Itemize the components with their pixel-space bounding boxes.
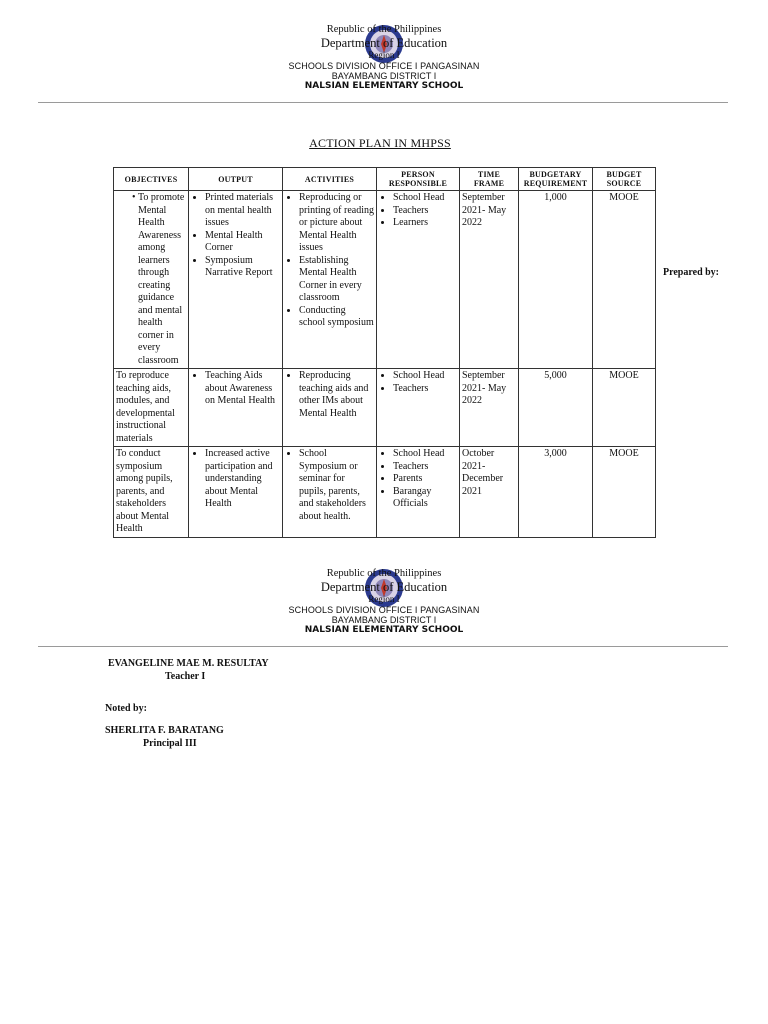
division-line: SCHOOLS DIVISION OFFICE I PANGASINAN bbox=[288, 604, 480, 615]
preparer-name: EVANGELINE MAE M. RESULTAY bbox=[108, 658, 269, 669]
list-item: • School Head bbox=[393, 370, 457, 383]
source-cell: MOOE bbox=[593, 447, 656, 538]
objective-cell: To reproduce teaching aids, modules, and developmental instructional materials bbox=[114, 369, 189, 447]
table-row bbox=[114, 447, 656, 538]
header-divider bbox=[38, 102, 728, 103]
time-frame-cell: October 2021-December 2021 bbox=[460, 447, 519, 538]
prepared-by-label: Prepared by: bbox=[663, 267, 720, 278]
list-item: • Parents bbox=[393, 473, 457, 486]
region-line: Region I bbox=[368, 594, 400, 605]
department-line: Department of Education bbox=[320, 36, 448, 51]
noter-position: Principal III bbox=[143, 738, 197, 749]
objective-cell bbox=[114, 191, 189, 369]
activities-cell bbox=[283, 369, 377, 447]
list-item: • Reproducing teaching aids and other IMs about Mental Health bbox=[299, 370, 374, 420]
region-line: Region I bbox=[368, 50, 400, 61]
header-output: OUTPUT bbox=[189, 168, 283, 191]
time-frame-cell: September 2021- May 2022 bbox=[460, 191, 519, 369]
school-line: NALSIAN ELEMENTARY SCHOOL bbox=[304, 625, 464, 636]
department-line: Department of Education bbox=[320, 580, 448, 595]
list-item: • Mental Health Corner bbox=[205, 230, 280, 255]
letterhead-top bbox=[0, 24, 768, 92]
activities-cell bbox=[283, 191, 377, 369]
table-header-row bbox=[114, 168, 656, 191]
objective-cell: To conduct symposium among pupils, parents, and stakeholders about Mental Health bbox=[114, 447, 189, 538]
preparer-position: Teacher I bbox=[165, 671, 206, 682]
header-divider bbox=[38, 646, 728, 647]
list-item: • Conducting school symposium bbox=[299, 305, 374, 330]
list-item: • Reproducing or printing of reading or picture about Mental Health issues bbox=[299, 192, 374, 255]
list-item: • Symposium Narrative Report bbox=[205, 255, 280, 280]
list-item: • School Head bbox=[393, 192, 457, 205]
noter-name: SHERLITA F. BARATANG bbox=[105, 725, 224, 736]
page-title: ACTION PLAN IN MHPSS bbox=[309, 136, 451, 150]
republic-line: Republic of the Philippines bbox=[326, 568, 442, 579]
header-person-responsible: PERSON RESPONSIBLE bbox=[377, 168, 460, 191]
list-item: • Printed materials on mental health issues bbox=[205, 192, 280, 230]
list-item: • Teaching Aids about Awareness on Mental Health bbox=[205, 370, 280, 408]
source-cell: MOOE bbox=[593, 369, 656, 447]
list-item: • Teachers bbox=[393, 205, 457, 218]
header-time-frame: TIME FRAME bbox=[460, 168, 519, 191]
persons-cell bbox=[377, 447, 460, 538]
output-cell bbox=[189, 369, 283, 447]
action-plan-table bbox=[113, 167, 656, 538]
budget-cell: 5,000 bbox=[519, 369, 593, 447]
list-item: • Increased active participation and understanding about Mental Health bbox=[205, 448, 280, 511]
district-line: BAYAMBANG DISTRICT I bbox=[331, 71, 437, 82]
source-cell: MOOE bbox=[593, 191, 656, 369]
objective-text: • To promote Mental Health Awareness among learners through creating guidance and mental health corner in every classroom bbox=[130, 192, 186, 367]
list-item: • Establishing Mental Health Corner in every classroom bbox=[299, 255, 374, 305]
republic-line: Republic of the Philippines bbox=[326, 24, 442, 35]
table-row bbox=[114, 369, 656, 447]
school-line: NALSIAN ELEMENTARY SCHOOL bbox=[304, 81, 464, 92]
table-row bbox=[114, 191, 656, 369]
activities-cell bbox=[283, 447, 377, 538]
list-item: • Learners bbox=[393, 217, 457, 230]
list-item: • Teachers bbox=[393, 461, 457, 474]
budget-cell: 3,000 bbox=[519, 447, 593, 538]
noted-by-label: Noted by: bbox=[105, 703, 147, 714]
header-budgetary-requirement: BUDGETARY REQUIREMENT bbox=[519, 168, 593, 191]
output-cell bbox=[189, 191, 283, 369]
persons-cell bbox=[377, 191, 460, 369]
time-frame-cell: September 2021- May 2022 bbox=[460, 369, 519, 447]
district-line: BAYAMBANG DISTRICT I bbox=[331, 615, 437, 626]
list-item: • School Symposium or seminar for pupils, parents, and stakeholders about health. bbox=[299, 448, 374, 523]
list-item: • Teachers bbox=[393, 383, 457, 396]
header-activities: ACTIVITIES bbox=[283, 168, 377, 191]
header-objectives: OBJECTIVES bbox=[114, 168, 189, 191]
letterhead-bottom bbox=[0, 568, 768, 636]
persons-cell bbox=[377, 369, 460, 447]
budget-cell: 1,000 bbox=[519, 191, 593, 369]
output-cell bbox=[189, 447, 283, 538]
list-item: • Barangay Officials bbox=[393, 486, 457, 511]
header-budget-source: BUDGET SOURCE bbox=[593, 168, 656, 191]
list-item: • School Head bbox=[393, 448, 457, 461]
division-line: SCHOOLS DIVISION OFFICE I PANGASINAN bbox=[288, 60, 480, 71]
